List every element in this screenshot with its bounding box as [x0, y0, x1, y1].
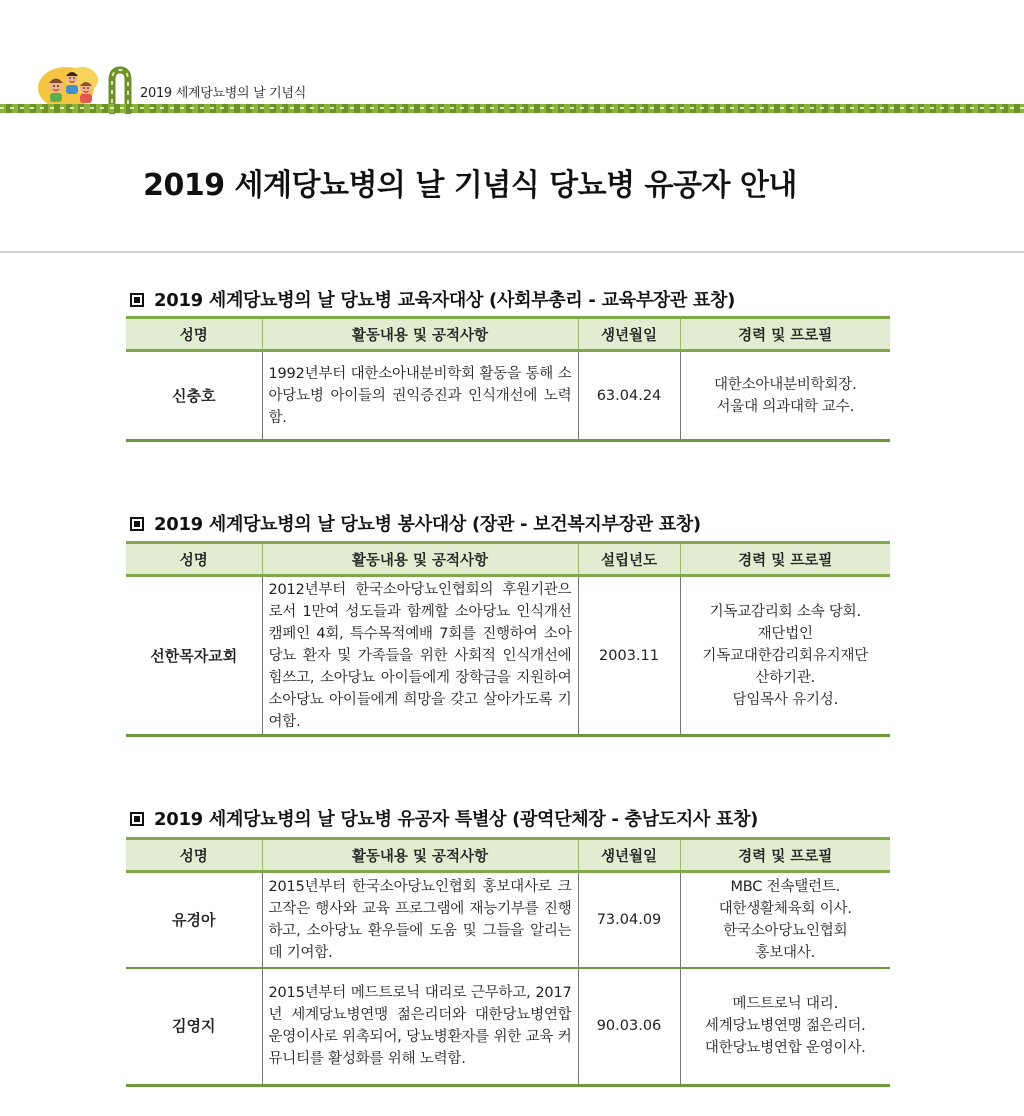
table-header-row [126, 318, 890, 351]
profile-line: 서울대 의과대학 교수. [716, 398, 854, 415]
column-header: 경력 및 프로필 [680, 543, 890, 576]
table-row [126, 576, 890, 736]
profile-line: 대한당뇨병연합 운영이사. [704, 1040, 866, 1057]
square-bullet-icon [130, 293, 144, 307]
activity-description: 2015년부터 한국소아당뇨인협회 홍보대사로 크고작은 행사와 교육 프로그램에 재능기부를 진행하고, 소아당뇨 환우들에 도움 및 그들을 알리는 데 기여함. [262, 872, 578, 968]
column-header: 생년월일 [578, 839, 680, 872]
section-heading-volunteer [130, 510, 701, 536]
award-table-volunteer [126, 541, 890, 737]
profile-cell [680, 351, 890, 441]
table-header-row [126, 839, 890, 872]
section-heading-text: 2019 세계당뇨병의 날 당뇨병 유공자 특별상 (광역단체장 - 충남도지사 표창) [154, 809, 759, 830]
square-bullet-icon [130, 812, 144, 826]
profile-line: 메드트로닉 대리. [732, 996, 838, 1013]
column-header: 생년월일 [578, 318, 680, 351]
section-heading-text: 2019 세계당뇨병의 날 당뇨병 교육자대상 (사회부총리 - 교육부장관 표창) [154, 290, 736, 311]
column-header: 경력 및 프로필 [680, 839, 890, 872]
activity-description: 2015년부터 메드트로닉 대리로 근무하고, 2017년 세계당뇨병연맹 젊은리더와 대한당뇨병연합 운영이사로 위촉되어, 당뇨병환자를 위한 교육 커뮤니티를 활성화를 위해 노력함. [262, 968, 578, 1086]
awardee-name: 김영지 [126, 968, 262, 1086]
profile-cell [680, 576, 890, 736]
birth-date: 90.03.06 [578, 968, 680, 1086]
column-header: 활동내용 및 공적사항 [262, 839, 578, 872]
birth-date: 63.04.24 [578, 351, 680, 441]
profile-cell [680, 968, 890, 1086]
profile-line: 기독교감리회 소속 당회. [709, 603, 861, 620]
table-row [126, 872, 890, 968]
section-heading-educator [130, 286, 735, 312]
profile-cell [680, 872, 890, 968]
profile-line: 홍보대사. [755, 944, 816, 961]
birth-date: 73.04.09 [578, 872, 680, 968]
header-title: 2019 세계당뇨병의 날 기념식 [140, 86, 306, 101]
column-header: 설립년도 [578, 543, 680, 576]
profile-line: 한국소아당뇨인협회 [723, 922, 848, 939]
column-header: 성명 [126, 318, 262, 351]
founding-date: 2003.11 [578, 576, 680, 736]
table-row [126, 351, 890, 441]
awardee-name: 신충호 [126, 351, 262, 441]
profile-line: 대한생활체육회 이사. [718, 900, 852, 917]
square-bullet-icon [130, 517, 144, 531]
profile-line: 재단법인 [757, 625, 813, 642]
awardee-name: 유경아 [126, 872, 262, 968]
profile-line: 담임목사 유기성. [732, 691, 838, 708]
awardee-name: 선한목자교회 [126, 576, 262, 736]
award-table-educator [126, 316, 890, 442]
profile-line: 대한소아내분비학회장. [714, 376, 857, 393]
title-divider [0, 251, 1024, 253]
section-heading-text: 2019 세계당뇨병의 날 당뇨병 봉사대상 (장관 - 보건복지부장관 표창) [154, 514, 701, 535]
table-header-row [126, 543, 890, 576]
page-title-text: 2019 세계당뇨병의 날 기념식 당뇨병 유공자 안내 [143, 168, 797, 203]
column-header: 경력 및 프로필 [680, 318, 890, 351]
section-heading-special [130, 805, 758, 831]
column-header: 활동내용 및 공적사항 [262, 318, 578, 351]
profile-line: 기독교대한감리회유지재단 [702, 647, 869, 664]
profile-line: 산하기관. [755, 669, 816, 686]
column-header: 성명 [126, 543, 262, 576]
profile-line: MBC 전속탤런트. [730, 878, 841, 895]
table-row [126, 968, 890, 1086]
activity-description: 1992년부터 대한소아내분비학회 활동을 통해 소아당뇨병 아이들의 권익증진과 인식개선에 노력함. [262, 351, 578, 441]
column-header: 성명 [126, 839, 262, 872]
header-rule [0, 104, 1024, 113]
column-header: 활동내용 및 공적사항 [262, 543, 578, 576]
profile-line: 세계당뇨병연맹 젊은리더. [704, 1018, 866, 1035]
page-title [0, 160, 880, 204]
award-table-special [126, 837, 890, 1087]
activity-description: 2012년부터 한국소아당뇨인협회의 후원기관으로서 1만여 성도들과 함께할 소아당뇨 인식개선 캠페인 4회, 특수목적예배 7회를 진행하여 소아당뇨 환자 및 가족들을 위한 사회적 인식개선에 힘쓰고, 소아당뇨 아이들에게 장학금을 지원하여 소아당뇨 아이들에게 희망을 갖고 살아가도록 기여함. [262, 576, 578, 736]
